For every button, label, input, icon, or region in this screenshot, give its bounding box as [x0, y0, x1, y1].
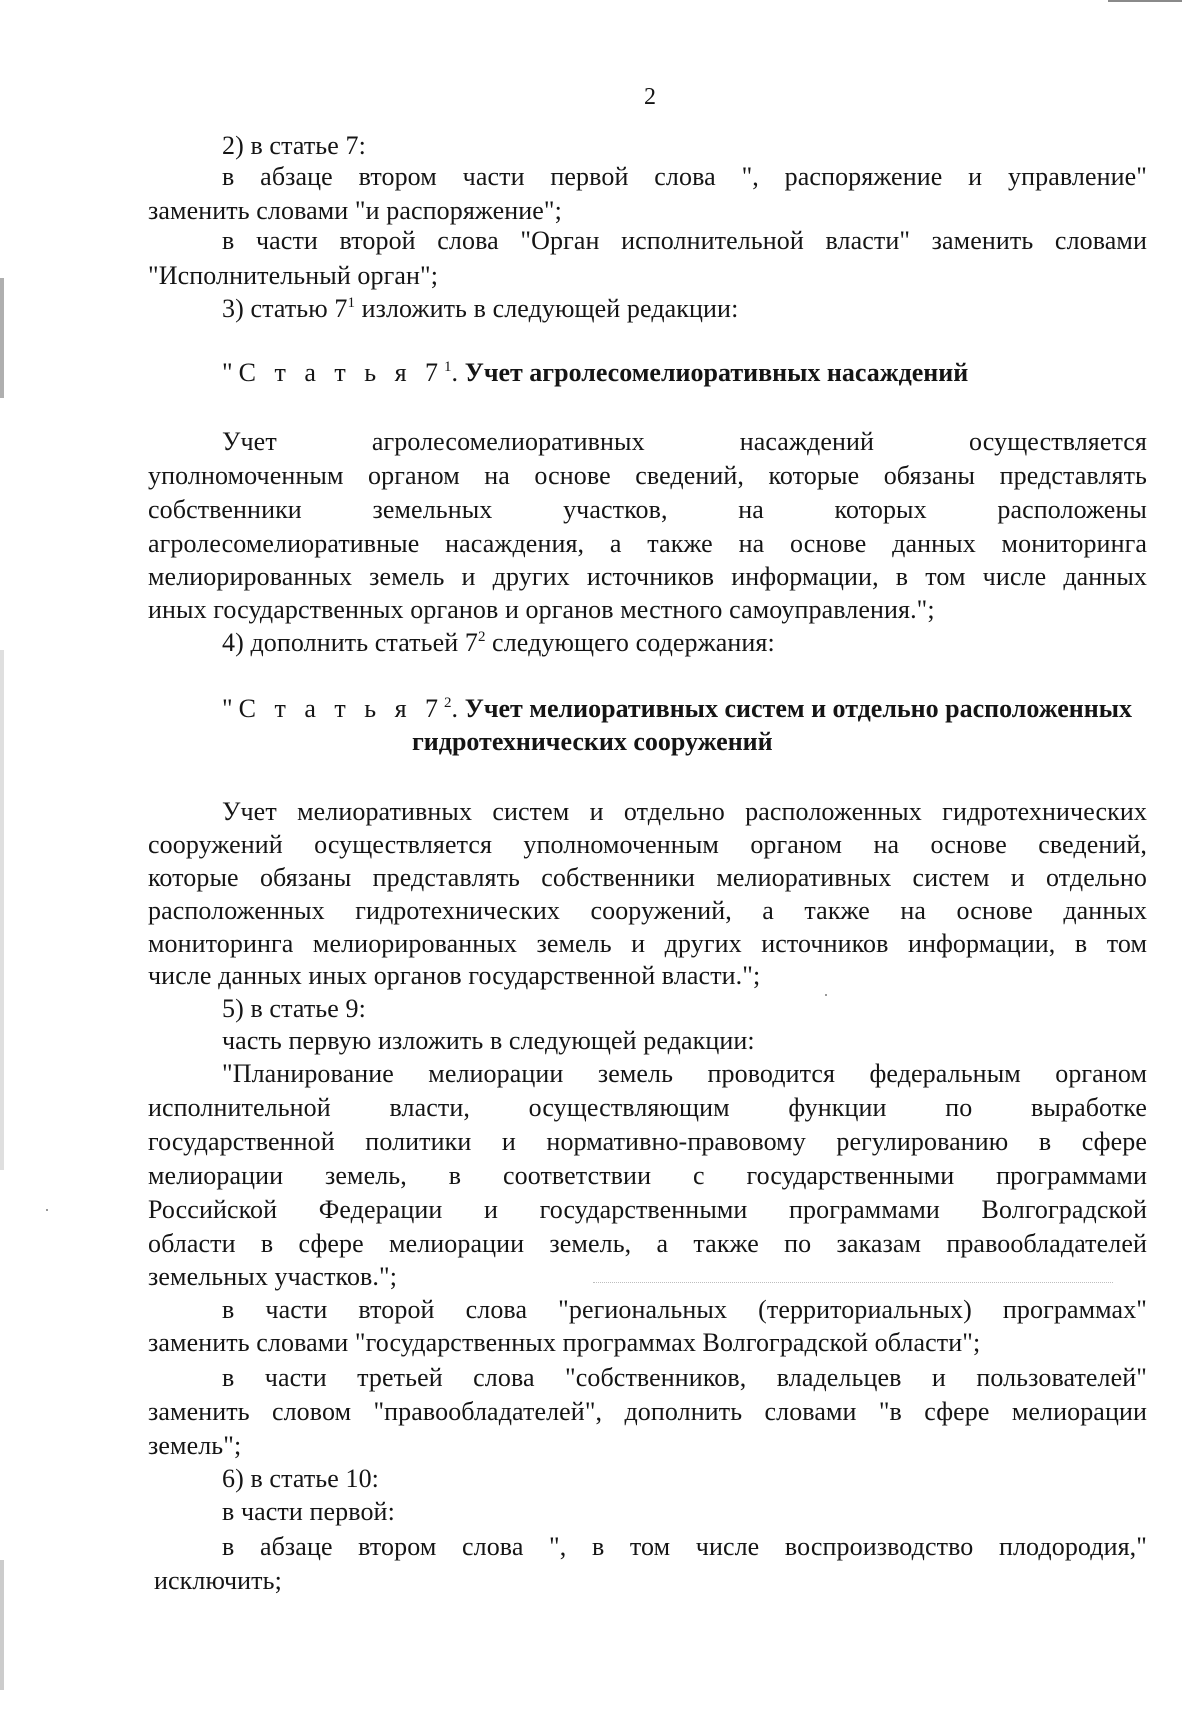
article-9-paragraph-line-1: "Планирование мелиорации земель проводится федеральным органом [222, 1059, 1147, 1088]
scan-edge-mark [0, 650, 4, 1170]
article-9-paragraph-line-3: государственной политики и нормативно-правовому регулированию в сфере [148, 1127, 1147, 1156]
amendment-6-line-1: в абзаце втором слова ", в том числе воспроизводство плодородия," [222, 1532, 1147, 1561]
amendment-2-line-2: заменить словами "и распоряжение"; [148, 196, 562, 225]
article-71-paragraph-line-2: уполномоченным органом на основе сведений, которые обязаны представлять [148, 461, 1147, 490]
amendment-5-title: 5) в статье 9: [222, 994, 366, 1023]
amendment-6-line-2: исключить; [154, 1566, 282, 1595]
article-71-heading [222, 357, 968, 389]
article-9-paragraph-line-6: области в сфере мелиорации земель, а также по заказам правообладателей [148, 1229, 1147, 1258]
article-72-paragraph-line-5: мониторинга мелиорированных земель и других источников информации, в том [148, 929, 1147, 958]
amendment-6-title: 6) в статье 10: [222, 1464, 380, 1493]
article-72-paragraph-line-1: Учет мелиоративных систем и отдельно расположенных гидротехнических [222, 797, 1147, 826]
amendment-3-title [222, 293, 738, 325]
amendment-4-text: следующего содержания: [485, 628, 775, 657]
article-9-second-part-line-1: в части второй слова "региональных (территориальных) программах" [222, 1295, 1147, 1324]
article-9-paragraph-line-5: Российской Федерации и государственными программами Волгоградской [148, 1195, 1147, 1224]
amendment-2-line-3: в части второй слова "Орган исполнительной власти" заменить словами [222, 226, 1147, 255]
superscript: 1 [444, 359, 452, 375]
amendment-2-title: 2) в статье 7: [222, 131, 366, 160]
article-72-heading [222, 693, 1132, 725]
heading-separator: . [451, 358, 465, 387]
heading-separator: . [451, 694, 465, 723]
superscript: 2 [444, 695, 452, 711]
scan-mark-top [1108, 0, 1182, 2]
amendment-3-text: 3) статью 7 [222, 294, 348, 323]
article-72-paragraph-line-3: которые обязаны представлять собственники мелиоративных систем и отдельно [148, 863, 1147, 892]
scan-edge-mark [0, 278, 4, 398]
article-9-paragraph-line-2: исполнительной власти, осуществляющим функции по выработке [148, 1093, 1147, 1122]
article-72-paragraph-line-2: сооружений осуществляется уполномоченным органом на основе сведений, [148, 830, 1147, 859]
amendment-3-text: изложить в следующей редакции: [355, 294, 739, 323]
article-9-second-part-line-2: заменить словами "государственных программах Волгоградской области"; [148, 1328, 981, 1357]
article-9-third-part-line-1: в части третьей слова "собственников, владельцев и пользователей" [222, 1363, 1147, 1392]
scan-edge-mark [0, 1560, 4, 1690]
article-9-paragraph-line-4: мелиорации земель, в соответствии с государственными программами [148, 1161, 1147, 1190]
article-71-title: Учет агролесомелиоративных насаждений [464, 358, 969, 387]
article-71-paragraph-line-1: Учет агролесомелиоративных насаждений осуществляется [222, 427, 1147, 456]
amendment-6-part-first: в части первой: [222, 1497, 395, 1526]
article-label: "С т а т ь я 7 [222, 694, 445, 723]
scan-faint-rule [593, 1282, 1113, 1284]
amendment-2-line-1: в абзаце втором части первой слова ", распоряжение и управление" [222, 162, 1147, 191]
page-number: 2 [644, 84, 656, 110]
article-71-paragraph-line-4: агролесомелиоративные насаждения, а также на основе данных мониторинга [148, 529, 1147, 558]
superscript: 2 [477, 629, 486, 645]
article-71-paragraph-line-5: мелиорированных земель и других источников информации, в том числе данных [148, 562, 1147, 591]
article-72-title-line-2: гидротехнических сооружений [412, 727, 773, 756]
article-9-third-part-line-3: земель"; [148, 1431, 242, 1460]
amendment-2-line-4: "Исполнительный орган"; [148, 261, 439, 290]
article-9-third-part-line-2: заменить словом "правообладателей", дополнить словами "в сфере мелиорации [148, 1397, 1147, 1426]
superscript: 1 [347, 295, 355, 311]
article-72-paragraph-line-4: расположенных гидротехнических сооружений, а также на основе данных [148, 896, 1147, 925]
amendment-4-text: 4) дополнить статьей 7 [222, 628, 478, 657]
article-72-paragraph-line-6: числе данных иных органов государственной власти."; [148, 961, 761, 990]
scan-dot [825, 994, 827, 996]
scan-dot [46, 1209, 48, 1211]
article-71-paragraph-line-6: иных государственных органов и органов местного самоуправления."; [148, 595, 935, 624]
article-71-paragraph-line-3: собственники земельных участков, на которых расположены [148, 495, 1147, 524]
article-72-title-line-1: Учет мелиоративных систем и отдельно расположенных [464, 694, 1133, 723]
amendment-5-instruction: часть первую изложить в следующей редакции: [222, 1026, 755, 1055]
article-9-paragraph-line-7: земельных участков."; [148, 1262, 398, 1291]
amendment-4-title [222, 627, 775, 659]
article-label: "С т а т ь я 7 [222, 358, 445, 387]
